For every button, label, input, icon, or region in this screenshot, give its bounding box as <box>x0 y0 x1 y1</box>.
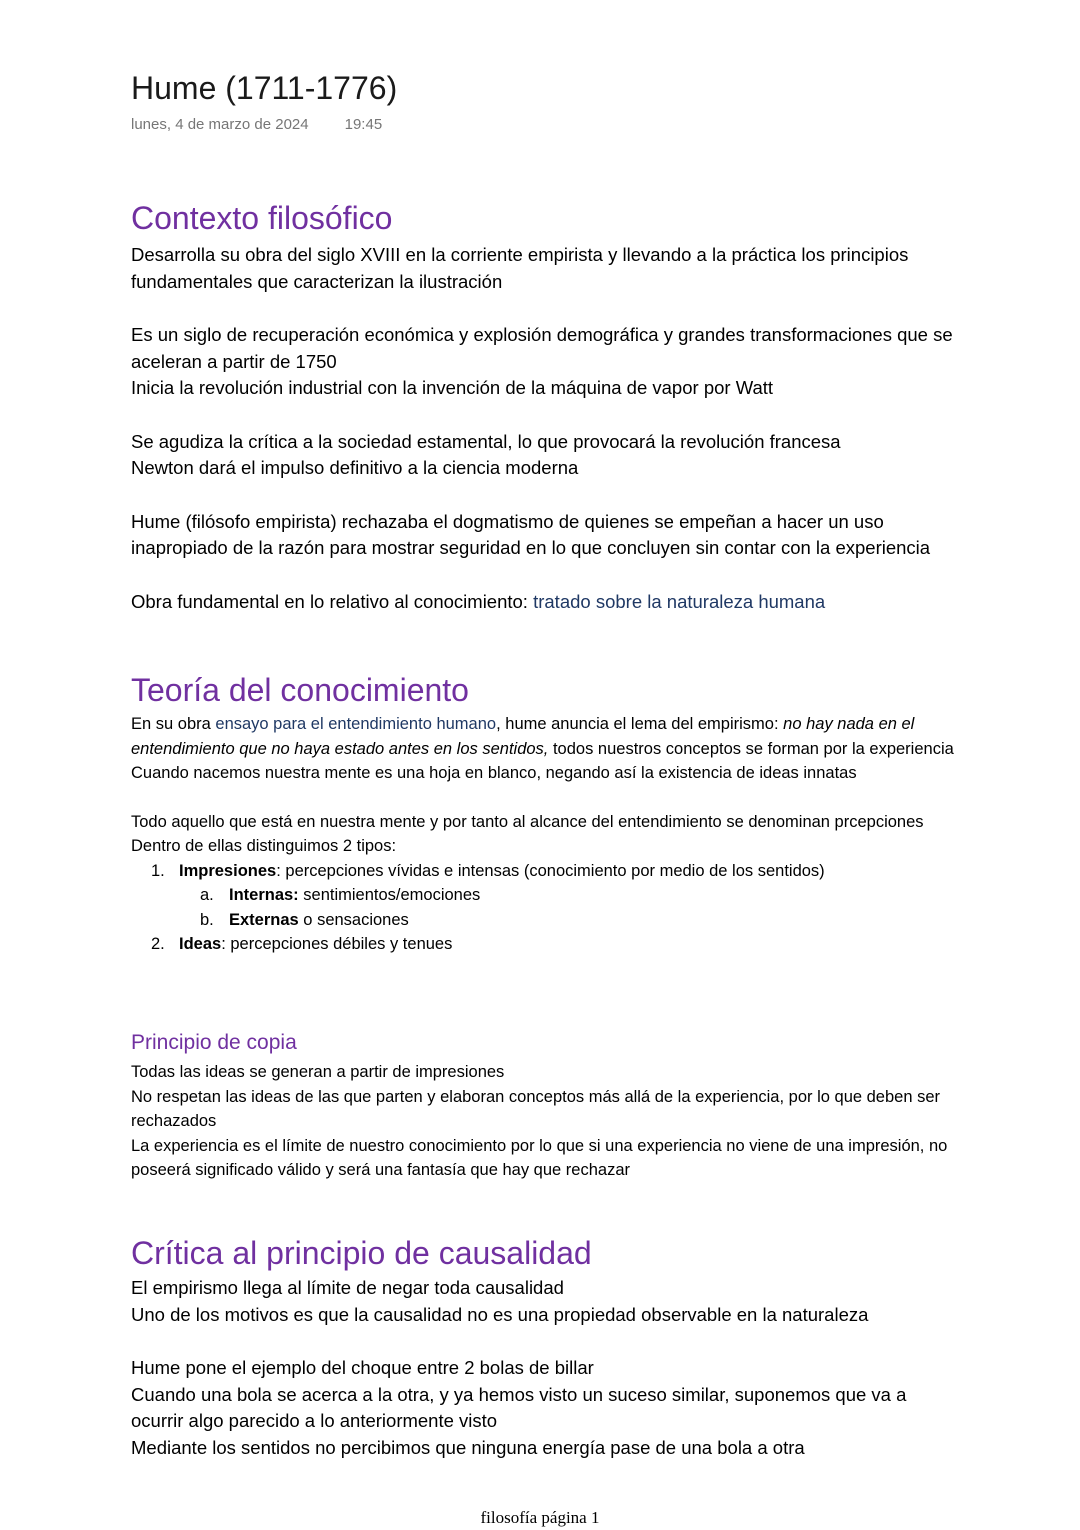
heading-contexto: Contexto filosófico <box>131 200 393 236</box>
section-contexto <box>131 242 961 615</box>
paragraph: Dentro de ellas distinguimos 2 tipos: <box>131 837 397 855</box>
list-term: Externas <box>229 910 299 929</box>
note-date: lunes, 4 de marzo de 2024 <box>131 116 309 133</box>
empiricism-motto: no hay nada en el entendimiento que no haya estado antes en los sentidos, <box>131 715 915 758</box>
book-title-link[interactable]: tratado sobre la naturaleza humana <box>533 590 826 612</box>
paragraph: Hume (filósofo empirista) rechazaba el dogmatismo de quienes se empeñan a hacer un uso inapropiado de la razón para mostrar seguridad en lo que concluyen sin contar con la experiencia <box>131 510 931 558</box>
paragraph: El empirismo llega al límite de negar toda causalidad <box>131 1277 564 1298</box>
paragraph: Mediante los sentidos no percibimos que ninguna energía pase de una bola a otra <box>131 1436 805 1458</box>
heading-teoria: Teoría del conocimiento <box>131 672 469 708</box>
page-footer: filosofía página 1 <box>480 1508 600 1527</box>
note-timestamp <box>131 116 961 136</box>
list-letter: a. <box>200 886 214 904</box>
section-teoria <box>131 712 961 957</box>
paragraph: Desarrolla su obra del siglo XVIII en la corriente empirista y llevando a la práctica los principios fundamentales que caracterizan la ilustración <box>131 244 909 292</box>
paragraph-text: Obra fundamental en lo relativo al conocimiento: <box>131 590 534 612</box>
paragraph-text: En su obra <box>131 715 216 733</box>
paragraph: No respetan las ideas de las que parten y elaboran conceptos más allá de la experiencia, por lo que deben ser rechazados <box>131 1087 941 1130</box>
list-term: Internas: <box>229 886 299 904</box>
paragraph: La experiencia es el límite de nuestro conocimiento por lo que si una experiencia no viene de una impresión, no poseerá significado válido y será una fantasía que hay que rechazar <box>131 1136 948 1179</box>
paragraph: Inicia la revolución industrial con la invención de la máquina de vapor por Watt <box>131 377 774 398</box>
paragraph-text: , hume anuncia el lema del empirismo: <box>496 715 784 733</box>
book-title-link[interactable]: ensayo para el entendimiento humano <box>215 715 497 733</box>
paragraph: Se agudiza la crítica a la sociedad estamental, lo que provocará la revolución francesa <box>131 430 841 452</box>
list-number: 2. <box>151 935 165 953</box>
list-item <box>131 908 961 933</box>
list-term: Ideas <box>179 935 222 953</box>
paragraph: Es un siglo de recuperación económica y explosión demográfica y grandes transformaciones que se aceleran a partir de 1750 <box>131 324 953 372</box>
paragraph: Cuando una bola se acerca a la otra, y ya hemos visto un suceso similar, suponemos que va a ocurrir algo parecido a lo anteriormente visto <box>131 1383 907 1431</box>
heading-copia: Principio de copia <box>131 1031 297 1054</box>
paragraph: Uno de los motivos es que la causalidad no es una propiedad observable en la naturaleza <box>131 1303 869 1325</box>
sub-list <box>179 883 961 932</box>
paragraph: Hume pone el ejemplo del choque entre 2 bolas de billar <box>131 1357 594 1378</box>
paragraph: Cuando nacemos nuestra mente es una hoja en blanco, negando así la existencia de ideas innatas <box>131 764 857 782</box>
list-desc: o sensaciones <box>298 910 409 929</box>
list-item <box>131 859 961 933</box>
list-desc: : percepciones débiles y tenues <box>221 935 453 953</box>
paragraph: Todas las ideas se generan a partir de impresiones <box>131 1063 505 1081</box>
perception-types-list <box>131 859 961 957</box>
paragraph: Todo aquello que está en nuestra mente y por tanto al alcance del entendimiento se denominan prcepciones <box>131 812 924 831</box>
list-desc: sentimientos/emociones <box>298 886 481 904</box>
list-item <box>131 932 961 957</box>
note-page <box>131 66 961 1458</box>
paragraph-text: todos nuestros conceptos se forman por la experiencia <box>548 739 954 758</box>
section-causalidad <box>131 1275 961 1461</box>
list-number: 1. <box>151 861 165 880</box>
page-title: Hume (1711-1776) <box>131 70 398 106</box>
paragraph <box>131 589 961 616</box>
note-time: 19:45 <box>344 116 383 133</box>
paragraph <box>131 712 961 761</box>
list-item <box>131 883 961 908</box>
section-copia <box>131 1060 961 1183</box>
list-letter: b. <box>200 910 214 929</box>
paragraph: Newton dará el impulso definitivo a la ciencia moderna <box>131 457 579 478</box>
heading-causalidad: Crítica al principio de causalidad <box>131 1235 592 1271</box>
list-term: Impresiones <box>179 861 277 880</box>
list-desc: : percepciones vívidas e intensas (conocimiento por medio de los sentidos) <box>276 861 825 880</box>
